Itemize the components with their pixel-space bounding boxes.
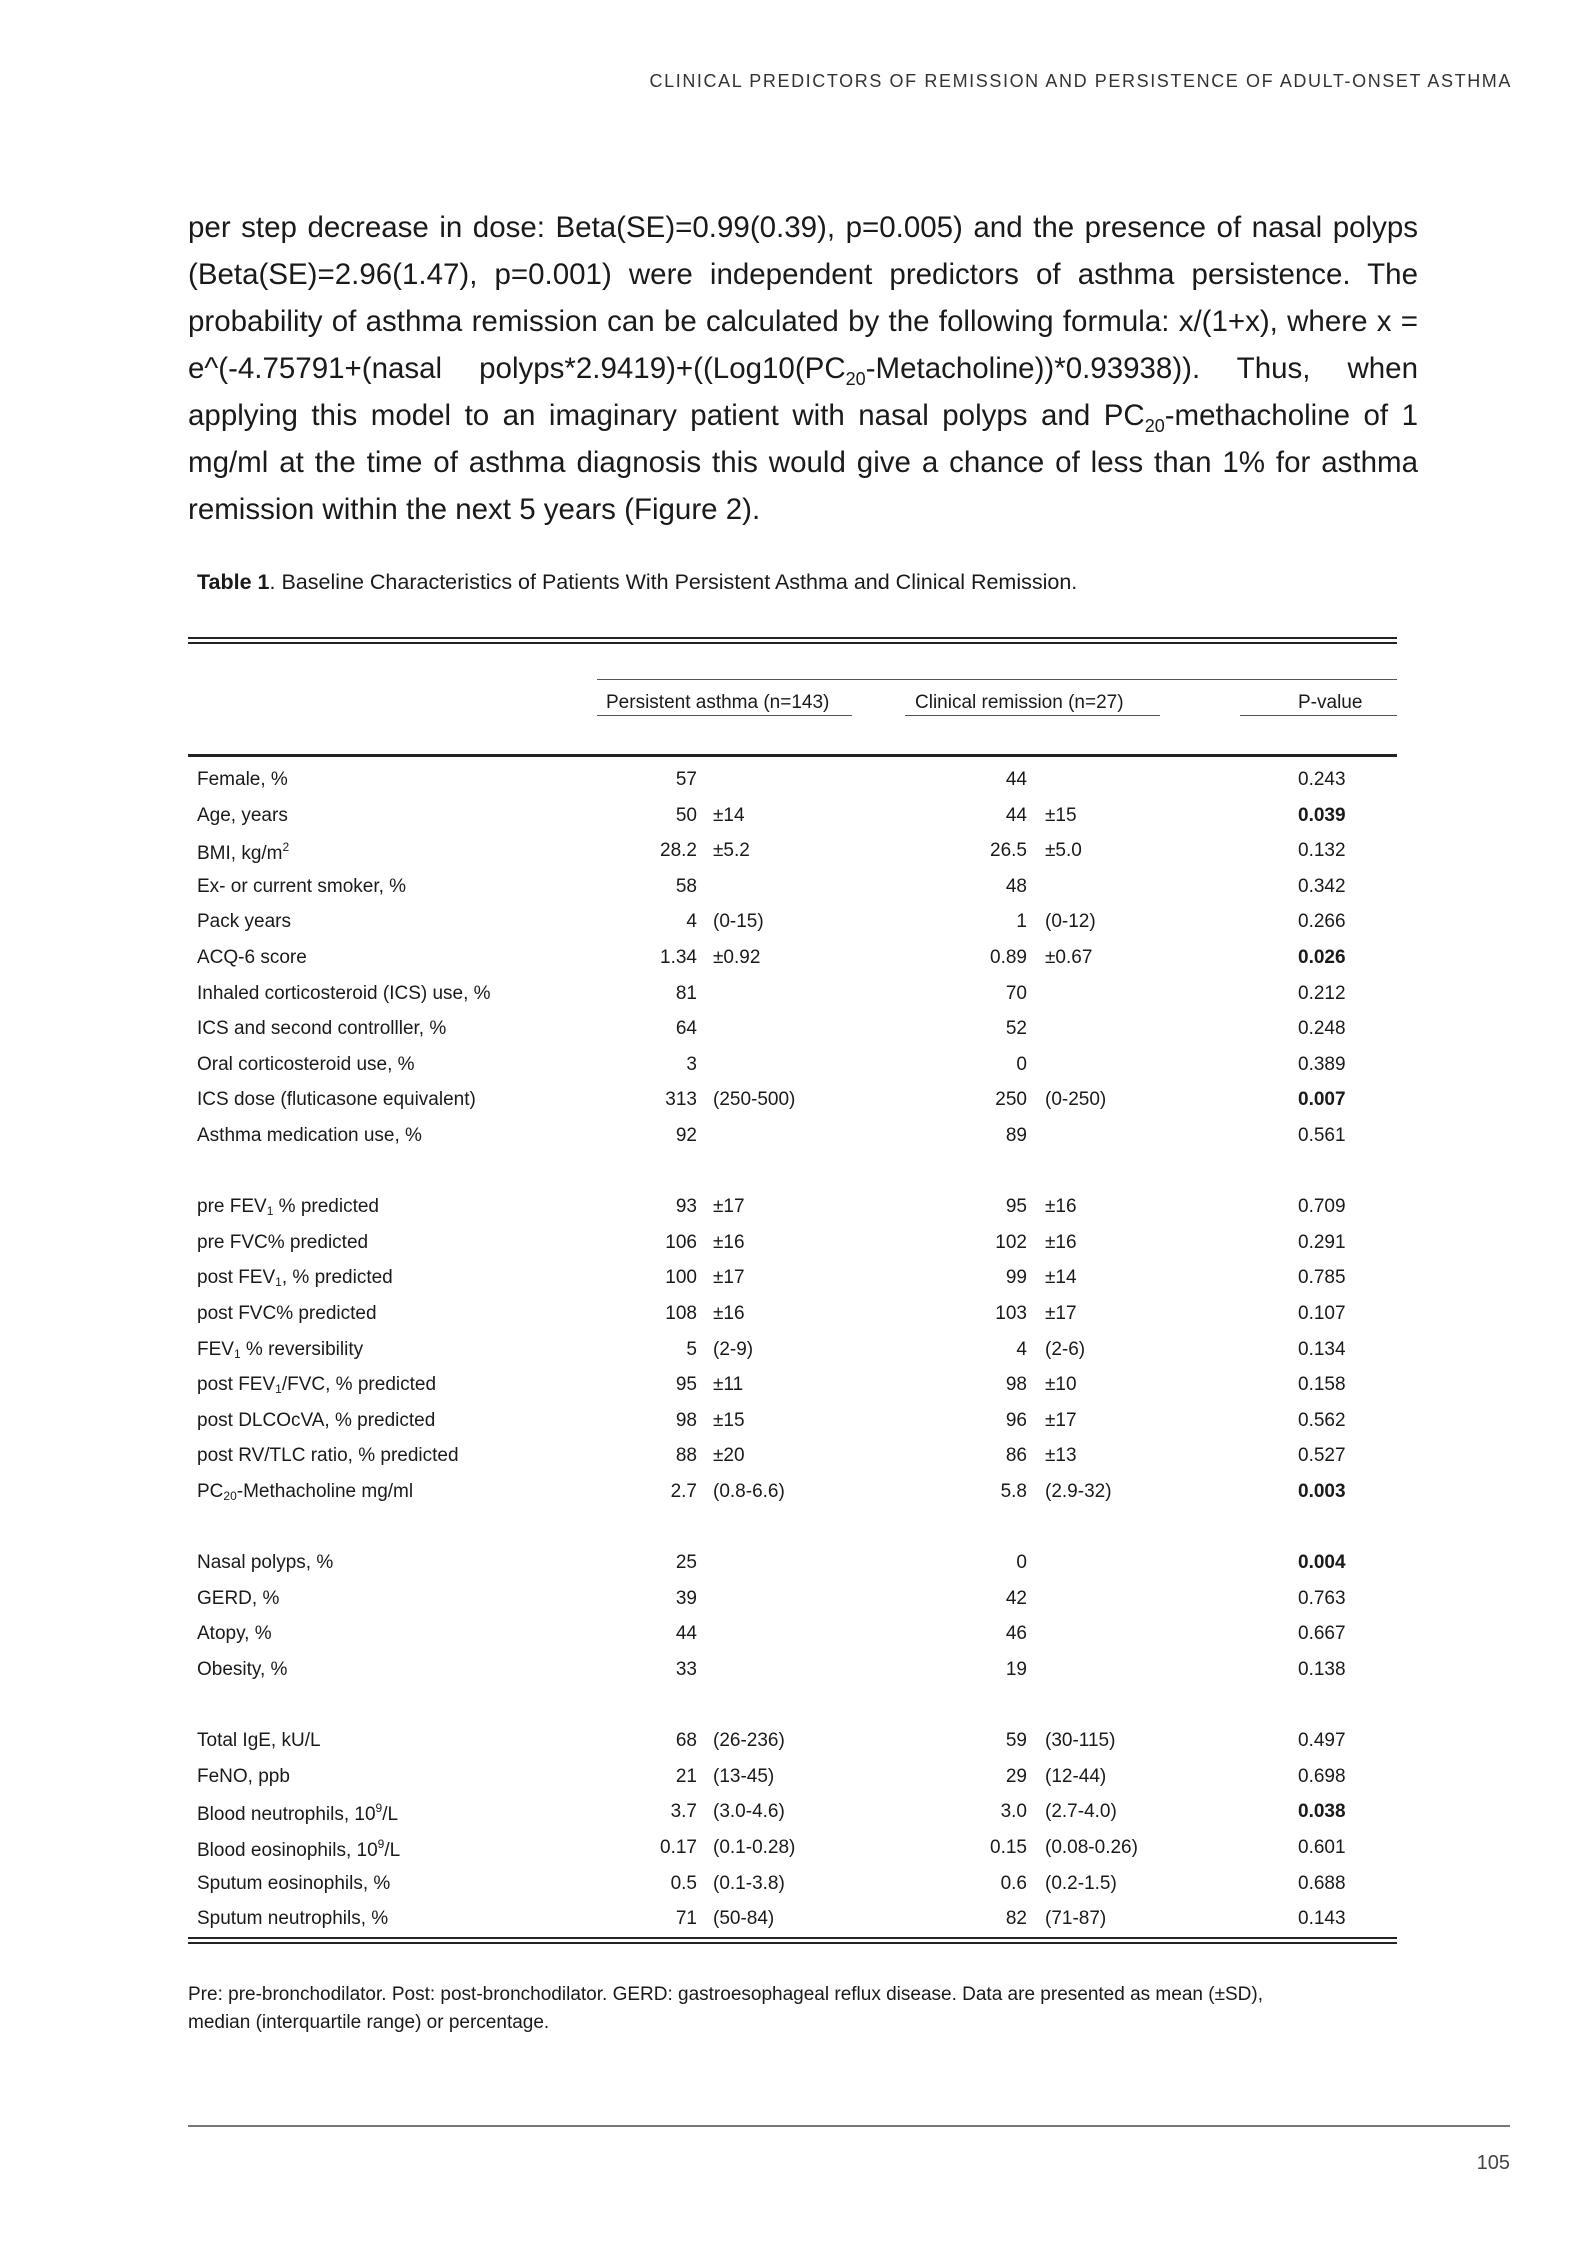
p-value: 0.698 — [1298, 1765, 1346, 1787]
p-value: 0.243 — [1298, 769, 1346, 790]
col-header-remission: Clinical remission (n=27) — [915, 692, 1124, 713]
remission-value: 0.15 — [990, 1837, 1027, 1858]
row-label: Blood eosinophils, $10^9/L$ — [197, 1837, 401, 1861]
persistent-dispersion: ±17 — [713, 1196, 745, 1218]
p-value: 0.107 — [1298, 1303, 1346, 1324]
persistent-dispersion: ±0.92 — [713, 947, 761, 968]
persistent-value: 21 — [675, 1765, 697, 1787]
table-caption: Table 1. Baseline Characteristics of Patients With Persistent Asthma and Clinical Remission. — [197, 570, 1078, 594]
remission-dispersion: (0.2-1.5) — [1045, 1872, 1117, 1894]
col-header-pvalue: P-value — [1298, 692, 1363, 713]
remission-value: 5.8 — [1000, 1481, 1027, 1502]
persistent-dispersion: (0.1-3.8) — [713, 1872, 785, 1894]
remission-value: 29 — [1005, 1765, 1027, 1787]
remission-value: 86 — [1005, 1445, 1027, 1467]
remission-value: 102 — [995, 1231, 1027, 1253]
remission-value: 42 — [1005, 1587, 1027, 1609]
persistent-value: 88 — [675, 1445, 697, 1467]
persistent-value: 0.17 — [660, 1837, 697, 1858]
running-head: CLINICAL PREDICTORS OF REMISSION AND PERSISTENCE OF ADULT-ONSET ASTHMA — [649, 71, 1512, 91]
persistent-value: 81 — [675, 982, 697, 1004]
remission-value: 0.89 — [990, 947, 1027, 968]
col-header-persistent: Persistent asthma (n=143) — [606, 692, 830, 713]
p-value: 0.562 — [1298, 1409, 1346, 1431]
row-label: Atopy, % — [197, 1623, 272, 1645]
remission-dispersion: ±13 — [1045, 1445, 1077, 1467]
persistent-dispersion: ±5.2 — [713, 840, 750, 862]
p-value: 0.004 — [1298, 1552, 1346, 1574]
remission-dispersion: ±5.0 — [1045, 840, 1082, 862]
p-value: 0.342 — [1298, 875, 1346, 897]
persistent-dispersion: (0.1-0.28) — [713, 1837, 796, 1858]
remission-dispersion: ±0.67 — [1045, 947, 1093, 968]
remission-dispersion: (30-115) — [1045, 1730, 1116, 1752]
persistent-dispersion: (250-500) — [713, 1089, 796, 1111]
p-value: 0.248 — [1298, 1018, 1346, 1040]
header-bottom-rule — [188, 754, 1397, 757]
persistent-value: 33 — [675, 1659, 697, 1680]
remission-value: 0 — [1016, 1053, 1027, 1075]
row-label: Blood neutrophils, $10^9/L$ — [197, 1801, 399, 1826]
persistent-dispersion: (26-236) — [713, 1730, 785, 1752]
row-label: FeNO, ppb — [197, 1765, 290, 1787]
row-label: post $FEV_1$, % predicted — [197, 1267, 393, 1290]
remission-value: 103 — [995, 1303, 1027, 1324]
row-label: Obesity, % — [197, 1659, 288, 1680]
persistent-dispersion: (0.8-6.6) — [713, 1481, 785, 1502]
remission-dispersion: (2.9-32) — [1045, 1481, 1112, 1502]
remission-dispersion: ±17 — [1045, 1303, 1077, 1324]
persistent-value: 2.7 — [670, 1481, 697, 1502]
row-label: Oral corticosteroid use, % — [197, 1053, 415, 1075]
remission-dispersion: ±15 — [1045, 804, 1077, 826]
row-label: pre $FEV_1$ % predicted — [197, 1196, 380, 1219]
table-top-rule — [188, 637, 1397, 639]
p-value: 0.601 — [1298, 1837, 1346, 1858]
p-value: 0.039 — [1298, 804, 1346, 826]
row-label: Pack years — [197, 911, 291, 933]
persistent-value: 108 — [665, 1303, 697, 1324]
body-paragraph: per step decrease in dose: Beta(SE)=0.99(0.39), p=0.005) and the presence of nasal polyps (Beta(SE)=2.96(1.47), p=0.001) were independent predictors of asthma persistence. The probability of asthma remission can be calculated by the following formula: x/(1+x), where x = e^(-4.75791+(nasal $polyps*2.9419)+((Log10(PC_{20}-Metacholine))*0.93938)$). Thus, when applying this model to an imaginary patient with nasal polyps and $PC_{20}$-methacholine of 1 mg/ml at the time of asthma diagnosis this would give a chance of less than 1% for asthma remission within the next 5 years (Figure 2). — [188, 211, 1418, 526]
row-label: $FEV_1$ % reversibility — [197, 1338, 364, 1361]
remission-value: 44 — [1005, 804, 1027, 826]
persistent-dispersion: ±17 — [713, 1267, 745, 1289]
p-value: 0.266 — [1298, 911, 1346, 933]
remission-value: 89 — [1005, 1125, 1027, 1146]
persistent-dispersion: ±15 — [713, 1409, 745, 1431]
p-value: 0.212 — [1298, 982, 1346, 1004]
row-label: GERD, % — [197, 1587, 280, 1609]
table-bottom-rule-2 — [188, 1942, 1397, 1944]
persistent-value: 100 — [665, 1267, 697, 1289]
p-value: 0.003 — [1298, 1481, 1346, 1502]
header-top-rule — [597, 679, 1397, 680]
remission-value: 98 — [1005, 1374, 1027, 1396]
remission-dispersion: (0.08-0.26) — [1045, 1837, 1138, 1858]
p-value: 0.143 — [1298, 1908, 1346, 1930]
p-value: 0.134 — [1298, 1338, 1346, 1360]
p-value: 0.138 — [1298, 1659, 1346, 1680]
row-label: Ex- or current smoker, % — [197, 875, 407, 897]
row-label: Nasal polyps, % — [197, 1552, 334, 1574]
remission-value: 52 — [1005, 1018, 1027, 1040]
persistent-value: 1.34 — [660, 947, 697, 968]
persistent-dispersion: (13-45) — [713, 1765, 775, 1787]
row-label: post DLCOcVA, % predicted — [197, 1409, 436, 1431]
persistent-value: 68 — [675, 1730, 697, 1752]
p-value: 0.561 — [1298, 1125, 1346, 1146]
remission-dispersion: (71-87) — [1045, 1908, 1107, 1930]
row-label: post RV/TLC ratio, % predicted — [197, 1445, 459, 1467]
row-label: Female, % — [197, 769, 288, 790]
remission-dispersion: (0-250) — [1045, 1089, 1107, 1111]
remission-dispersion: ±14 — [1045, 1267, 1077, 1289]
remission-value: 1 — [1016, 911, 1027, 933]
remission-value: 0.6 — [1000, 1872, 1027, 1894]
persistent-value: 58 — [675, 875, 697, 897]
p-value: 0.527 — [1298, 1445, 1346, 1467]
persistent-value: 4 — [686, 911, 697, 933]
row-label: Age, years — [197, 804, 288, 826]
remission-value: 48 — [1005, 875, 1027, 897]
persistent-dispersion: ±16 — [713, 1303, 745, 1324]
remission-dispersion: ±16 — [1045, 1231, 1077, 1253]
table-top-rule-2 — [188, 642, 1397, 644]
p-value: 0.497 — [1298, 1730, 1346, 1752]
persistent-value: 92 — [675, 1125, 697, 1146]
p-value: 0.291 — [1298, 1231, 1346, 1253]
header-underline-pvalue — [1240, 715, 1397, 716]
persistent-value: 71 — [675, 1908, 697, 1930]
row-label: Total IgE, kU/L — [197, 1730, 321, 1752]
remission-value: 59 — [1005, 1730, 1027, 1752]
remission-dispersion: ±10 — [1045, 1374, 1077, 1396]
persistent-value: 313 — [665, 1089, 697, 1111]
p-value: 0.763 — [1298, 1587, 1346, 1609]
persistent-value: 106 — [665, 1231, 697, 1253]
remission-dispersion: (2.7-4.0) — [1045, 1801, 1117, 1823]
remission-value: 4 — [1016, 1338, 1027, 1360]
persistent-value: 57 — [675, 769, 697, 790]
table-bottom-rule — [188, 1937, 1397, 1939]
row-label: ICS dose (fluticasone equivalent) — [197, 1089, 476, 1111]
remission-dispersion: ±17 — [1045, 1409, 1077, 1431]
persistent-value: 5 — [686, 1338, 697, 1360]
persistent-value: 0.5 — [670, 1872, 697, 1894]
persistent-dispersion: (0-15) — [713, 911, 764, 933]
persistent-value: 25 — [675, 1552, 697, 1574]
row-label: pre FVC% predicted — [197, 1231, 369, 1253]
table-footnote: Pre: pre-bronchodilator. Post: post-bronchodilator. GERD: gastroesophageal reflux disease. Data are presented as mean (±SD), median (interquartile range) or percentage. — [188, 1984, 1263, 2033]
p-value: 0.026 — [1298, 947, 1346, 968]
persistent-value: 3.7 — [670, 1801, 697, 1823]
p-value: 0.007 — [1298, 1089, 1346, 1111]
row-label: BMI, $kg/m^2$ — [197, 840, 290, 865]
persistent-value: 95 — [675, 1374, 697, 1396]
p-value: 0.132 — [1298, 840, 1346, 862]
row-label: ACQ-6 score — [197, 947, 307, 968]
row-label: Asthma medication use, % — [197, 1125, 422, 1146]
remission-value: 96 — [1005, 1409, 1027, 1431]
remission-value: 99 — [1005, 1267, 1027, 1289]
header-underline-persistent — [597, 715, 852, 716]
remission-value: 0 — [1016, 1552, 1027, 1574]
persistent-dispersion: ±16 — [713, 1231, 745, 1253]
p-value: 0.038 — [1298, 1801, 1346, 1823]
p-value: 0.667 — [1298, 1623, 1346, 1645]
p-value: 0.709 — [1298, 1196, 1346, 1218]
remission-dispersion: (2-6) — [1045, 1338, 1086, 1360]
p-value: 0.688 — [1298, 1872, 1346, 1894]
persistent-value: 64 — [675, 1018, 697, 1040]
row-label: post FVC% predicted — [197, 1303, 377, 1324]
persistent-dispersion: ±14 — [713, 804, 745, 826]
remission-dispersion: ±16 — [1045, 1196, 1077, 1218]
persistent-value: 50 — [675, 804, 697, 826]
p-value: 0.785 — [1298, 1267, 1346, 1289]
persistent-value: 93 — [675, 1196, 697, 1218]
header-underline-remission — [905, 715, 1160, 716]
persistent-dispersion: (3.0-4.6) — [713, 1801, 785, 1823]
remission-value: 250 — [995, 1089, 1027, 1111]
p-value: 0.158 — [1298, 1374, 1346, 1396]
persistent-value: 28.2 — [660, 840, 697, 862]
persistent-dispersion: ±11 — [713, 1374, 744, 1396]
persistent-dispersion: (2-9) — [713, 1338, 754, 1360]
row-label: ICS and second controlller, % — [197, 1018, 447, 1040]
remission-dispersion: (12-44) — [1045, 1765, 1107, 1787]
row-label: Inhaled corticosteroid (ICS) use, % — [197, 982, 491, 1004]
page-number: 105 — [1476, 2152, 1510, 2174]
p-value: 0.389 — [1298, 1053, 1346, 1075]
remission-value: 95 — [1005, 1196, 1027, 1218]
row-label: $PC_{20}$-Methacholine mg/ml — [197, 1481, 414, 1503]
persistent-dispersion: ±20 — [713, 1445, 745, 1467]
remission-value: 46 — [1005, 1623, 1027, 1645]
row-label: post $FEV_1$/FVC, % predicted — [197, 1374, 437, 1397]
persistent-value: 3 — [686, 1053, 697, 1075]
persistent-dispersion: (50-84) — [713, 1908, 775, 1930]
row-label: Sputum neutrophils, % — [197, 1908, 389, 1930]
remission-value: 26.5 — [990, 840, 1027, 862]
remission-value: 19 — [1005, 1659, 1027, 1680]
remission-value: 70 — [1005, 982, 1027, 1004]
footer-rule — [188, 2125, 1510, 2127]
remission-value: 3.0 — [1000, 1801, 1027, 1823]
remission-dispersion: (0-12) — [1045, 911, 1096, 933]
persistent-value: 44 — [675, 1623, 697, 1645]
persistent-value: 39 — [675, 1587, 697, 1609]
row-label: Sputum eosinophils, % — [197, 1872, 391, 1894]
remission-value: 82 — [1005, 1908, 1027, 1930]
persistent-value: 98 — [675, 1409, 697, 1431]
remission-value: 44 — [1005, 769, 1027, 790]
